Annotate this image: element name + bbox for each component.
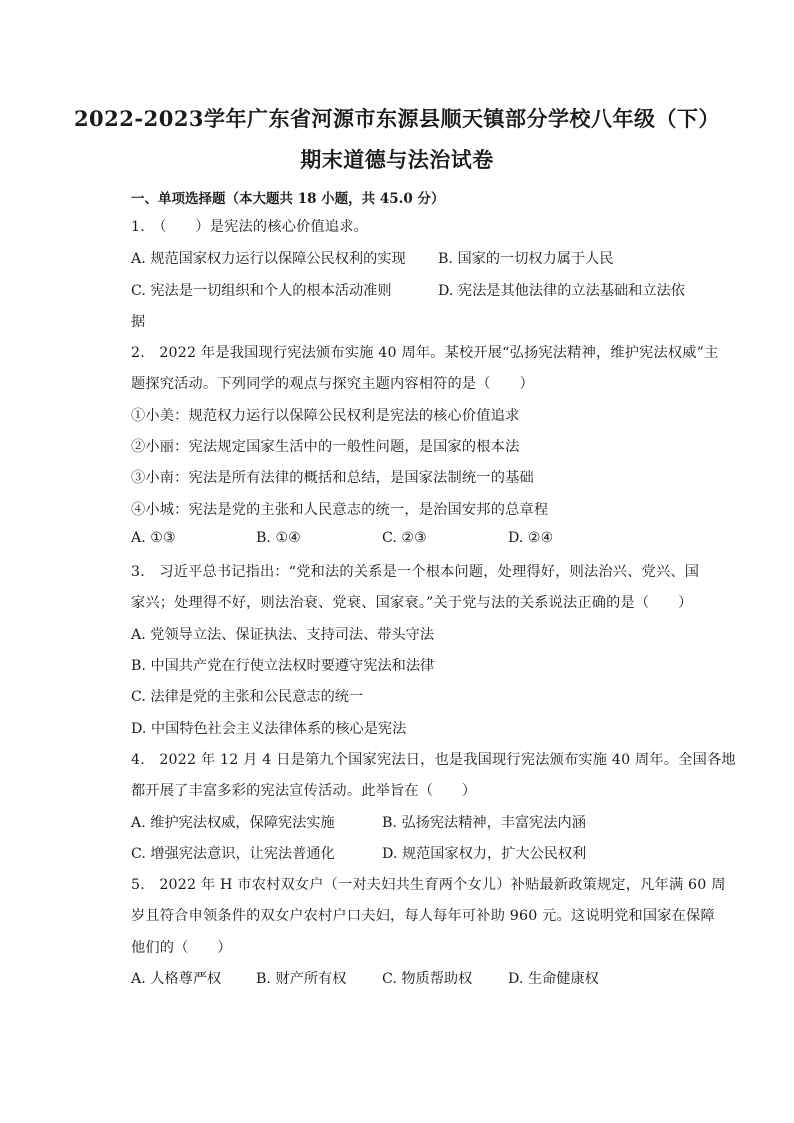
question-3-option-c: C. 法律是党的主张和公民意志的统一 bbox=[131, 689, 364, 705]
question-2-stem-line1: 2. 2022 年是我国现行宪法颁布实施 40 周年。某校开展“弘扬宪法精神，维护宪法权威”主 bbox=[131, 345, 719, 361]
question-4-option-c: C. 增强宪法意识，让宪法普通化 bbox=[131, 846, 335, 862]
question-5-stem-line1: 5. 2022 年 H 市农村双女户（一对夫妇共生育两个女儿）补贴最新政策规定，凡年满 60 周 bbox=[131, 877, 726, 893]
question-1-option-d-continued: 据 bbox=[131, 314, 146, 330]
question-2-option-d: D. ②④ bbox=[508, 530, 554, 546]
section-heading: 一、单项选择题（本大题共 18 小题，共 45.0 分） bbox=[131, 191, 445, 207]
question-4-option-d: D. 规范国家权力，扩大公民权利 bbox=[382, 846, 587, 862]
question-1-stem: 1. （ ）是宪法的核心价值追求。 bbox=[131, 219, 369, 235]
question-5-stem-line2: 岁且符合申领条件的双女户农村户口夫妇，每人每年可补助 960 元。这说明党和国家在保障 bbox=[131, 908, 715, 924]
exam-title-line2: 期末道德与法治试卷 bbox=[300, 147, 494, 172]
question-4-stem-line2: 都开展了丰富多彩的宪法宣传活动。此举旨在（ ） bbox=[131, 783, 477, 799]
question-2-statement-1: ①小美：规范权力运行以保障公民权利是宪法的核心价值追求 bbox=[131, 408, 520, 424]
question-5-option-b: B. 财产所有权 bbox=[256, 971, 347, 987]
question-3-option-a: A. 党领导立法、保证执法、支持司法、带头守法 bbox=[131, 627, 435, 643]
question-5-stem-line3: 他们的（ ） bbox=[131, 940, 232, 956]
question-2-option-b: B. ①④ bbox=[256, 530, 301, 546]
question-5-option-a: A. 人格尊严权 bbox=[131, 971, 222, 987]
question-5-option-d: D. 生命健康权 bbox=[508, 971, 599, 987]
question-3-stem-line2: 家兴；处理得不好，则法治衰、党衰、国家衰。”关于党与法的关系说法正确的是（ ） bbox=[131, 595, 693, 611]
question-2-statement-3: ③小南：宪法是所有法律的概括和总结，是国家法制统一的基础 bbox=[131, 470, 534, 486]
question-5-option-c: C. 物质帮助权 bbox=[382, 971, 473, 987]
question-4-option-a: A. 维护宪法权威，保障宪法实施 bbox=[131, 815, 335, 831]
question-1-option-d: D. 宪法是其他法律的立法基础和立法依 bbox=[438, 283, 685, 299]
question-3-stem-line1: 3. 习近平总书记指出：“党和法的关系是一个根本问题，处理得好，则法治兴、党兴、国 bbox=[131, 564, 700, 580]
question-3-option-b: B. 中国共产党在行使立法权时要遵守宪法和法律 bbox=[131, 658, 435, 674]
question-1-option-b: B. 国家的一切权力属于人民 bbox=[438, 251, 614, 267]
question-2-statement-2: ②小丽：宪法规定国家生活中的一般性问题，是国家的根本法 bbox=[131, 439, 520, 455]
question-4-option-b: B. 弘扬宪法精神，丰富宪法内涵 bbox=[382, 815, 586, 831]
question-1-option-c: C. 宪法是一切组织和个人的根本活动准则 bbox=[131, 283, 392, 299]
question-2-option-a: A. ①③ bbox=[131, 530, 176, 546]
question-2-stem-line2: 题探究活动。下列同学的观点与探究主题内容相符的是（ ） bbox=[131, 376, 534, 392]
question-4-stem-line1: 4. 2022 年 12 月 4 日是第九个国家宪法日，也是我国现行宪法颁布实施 40 周年。全国各地 bbox=[131, 752, 736, 768]
question-1-option-a: A. 规范国家权力运行以保障公民权利的实现 bbox=[131, 251, 406, 267]
question-3-option-d: D. 中国特色社会主义法律体系的核心是宪法 bbox=[131, 721, 407, 737]
question-2-statement-4: ④小城：宪法是党的主张和人民意志的统一，是治国安邦的总章程 bbox=[131, 502, 549, 518]
question-2-option-c: C. ②③ bbox=[382, 530, 427, 546]
exam-title-line1: 2022-2023学年广东省河源市东源县顺天镇部分学校八年级（下） bbox=[73, 106, 721, 131]
